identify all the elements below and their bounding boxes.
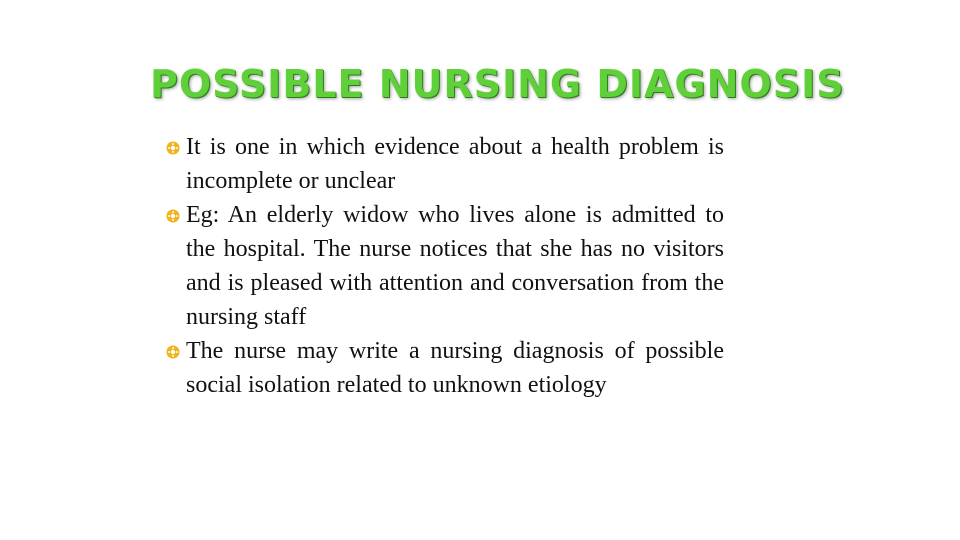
- bullet-text: Eg: An elderly widow who lives alone is admitted to the hospital. The nurse notices that she has no visitors and is pleased with attention and conversation from the nursing staff: [186, 202, 724, 330]
- gear-bullet-icon: [166, 141, 180, 155]
- bullet-text: It is one in which evidence about a health problem is incomplete or unclear: [186, 134, 724, 194]
- list-item: [162, 130, 724, 198]
- gear-bullet-icon: [166, 345, 180, 359]
- list-item: [162, 198, 724, 334]
- gear-bullet-icon: [166, 209, 180, 223]
- bullet-text: The nurse may write a nursing diagnosis of possible social isolation related to unknown etiology: [186, 338, 724, 398]
- list-item: [162, 334, 724, 402]
- slide-title: POSSIBLE NURSING DIAGNOSIS: [150, 62, 845, 106]
- bullet-list: [162, 130, 724, 402]
